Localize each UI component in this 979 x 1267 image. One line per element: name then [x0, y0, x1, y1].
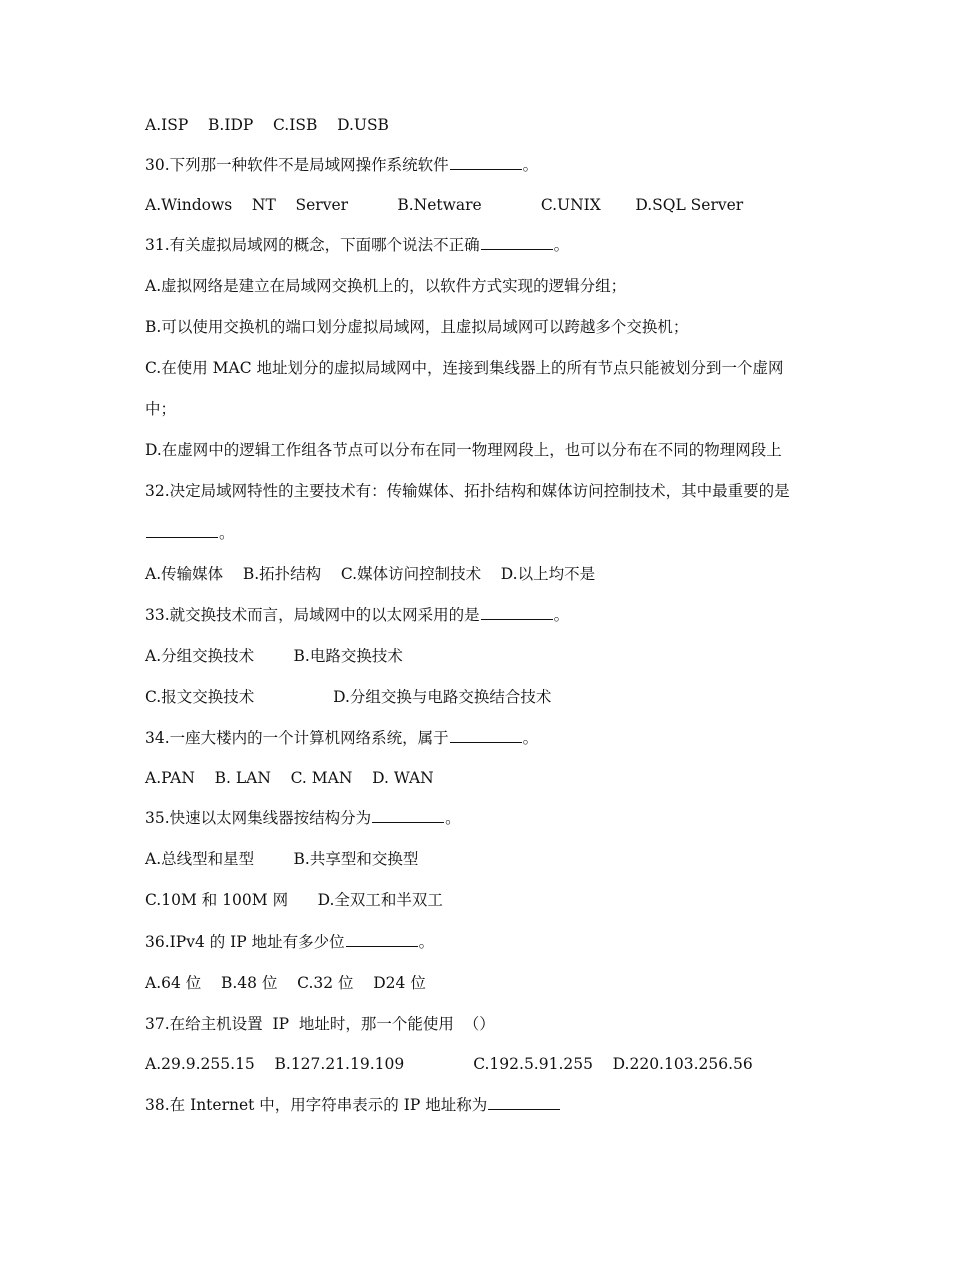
q36-options: A.64 位 B.48 位 C.32 位 D24 位: [145, 974, 426, 992]
q34-text: 34.一座大楼内的一个计算机网络系统，属于: [145, 729, 449, 747]
q30-question: [145, 154, 538, 176]
q30-options: A.Windows NT Server B.Netware C.UNIX D.SQL Server: [145, 196, 744, 214]
q33-text: 33.就交换技术而言，局域网中的以太网采用的是: [145, 606, 480, 624]
q32-period: 。: [219, 524, 235, 542]
q33-options-cd: C.报文交换技术 D.分组交换与电路交换结合技术: [145, 688, 552, 706]
q29-options: A.ISP B.IDP C.ISB D.USB: [145, 116, 389, 134]
q32-question: 32.决定局域网特性的主要技术有：传输媒体、拓扑结构和媒体访问控制技术，其中最重要的是: [145, 482, 790, 500]
q38-answer-blank: [488, 1094, 560, 1110]
q36-period: 。: [418, 933, 435, 951]
q34-question: [145, 727, 538, 749]
q31-option-d: D.在虚网中的逻辑工作组各节点可以分布在同一物理网段上，也可以分布在不同的物理网段上: [145, 441, 782, 459]
q38-text: 38.在 Internet 中，用字符串表示的 IP 地址称为: [145, 1096, 488, 1114]
q31-text: 31.有关虚拟局域网的概念，下面哪个说法不正确: [145, 236, 480, 254]
q32-options: A.传输媒体 B.拓扑结构 C.媒体访问控制技术 D.以上均不是: [145, 565, 596, 583]
q33-answer-blank: [481, 604, 553, 620]
q35-options-ab: A.总线型和星型 B.共享型和交换型: [145, 850, 419, 868]
q30-period: 。: [522, 156, 539, 174]
q32-answer-blank: [146, 522, 218, 538]
q35-answer-blank: [372, 807, 444, 823]
q34-options: A.PAN B. LAN C. MAN D. WAN: [145, 769, 434, 787]
q31-option-b: B.可以使用交换机的端口划分虚拟局域网，且虚拟局域网可以跨越多个交换机；: [145, 318, 689, 336]
q36-answer-blank: [346, 931, 418, 947]
q36-question: [145, 931, 434, 953]
q31-option-a: A.虚拟网络是建立在局域网交换机上的，以软件方式实现的逻辑分组；: [145, 277, 627, 295]
q35-period: 。: [445, 809, 461, 827]
q30-text: 30.下列那一种软件不是局域网操作系统软件: [145, 156, 449, 174]
q31-option-c-cont: 中；: [145, 400, 177, 418]
q31-option-c: C.在使用 MAC 地址划分的虚拟局域网中，连接到集线器上的所有节点只能被划分到一个虚网: [145, 359, 784, 377]
q30-answer-blank: [450, 154, 522, 170]
q38-question: [145, 1094, 561, 1116]
q33-question: [145, 604, 569, 626]
q35-options-cd: C.10M 和 100M 网 D.全双工和半双工: [145, 891, 443, 909]
q31-period: 。: [553, 236, 570, 254]
q34-period: 。: [522, 729, 539, 747]
q35-text: 35.快速以太网集线器按结构分为: [145, 809, 372, 827]
q32-question-cont: [145, 522, 235, 544]
q31-answer-blank: [481, 234, 553, 250]
q31-question: [145, 234, 569, 256]
q33-period: 。: [553, 606, 570, 624]
q33-options-ab: A.分组交换技术 B.电路交换技术: [145, 647, 403, 665]
q34-answer-blank: [450, 727, 522, 743]
q37-options: A.29.9.255.15 B.127.21.19.109 C.192.5.91.255 D.220.103.256.56: [145, 1055, 753, 1073]
q35-question: [145, 807, 461, 829]
q37-question: 37.在给主机设置 IP 地址时，那一个能使用 （）: [145, 1015, 495, 1033]
q36-text: 36.IPv4 的 IP 地址有多少位: [145, 933, 345, 951]
